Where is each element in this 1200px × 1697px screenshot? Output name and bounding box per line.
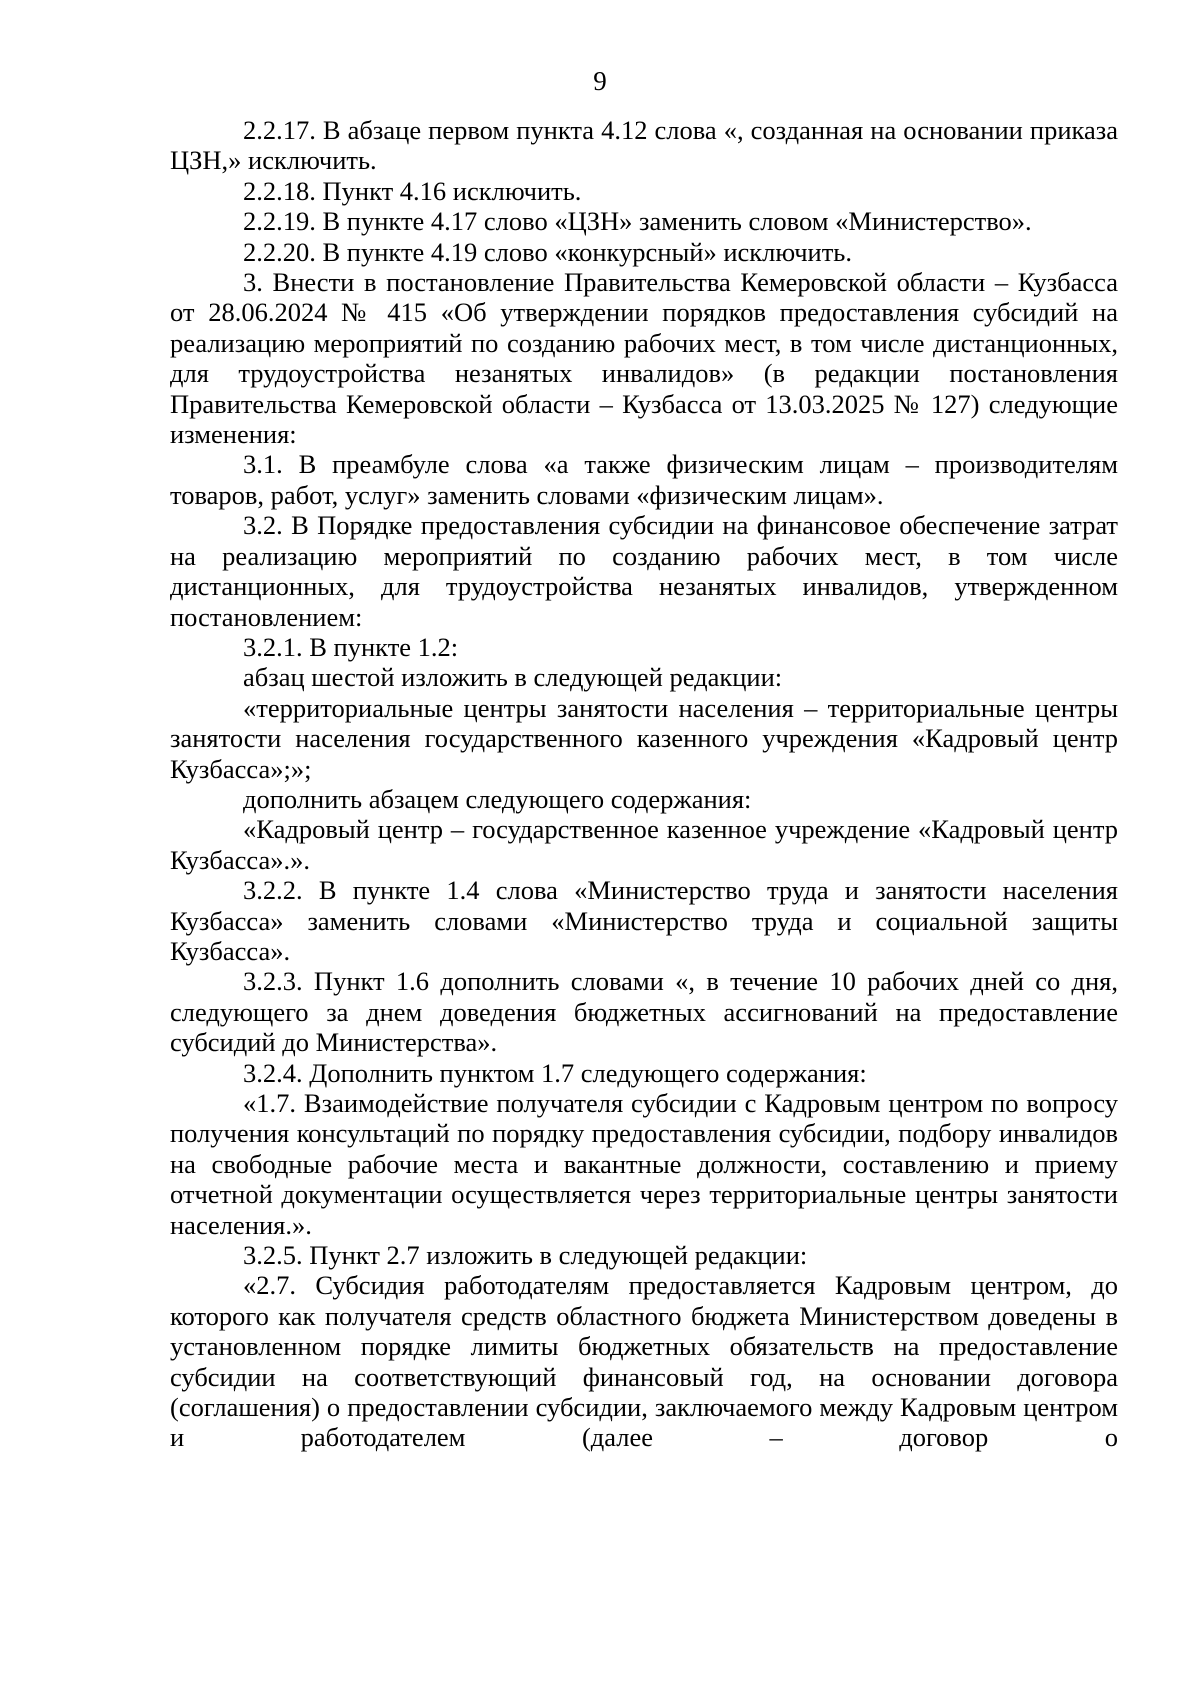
paragraph-2-2-17: 2.2.17. В абзаце первом пункта 4.12 слова «, созданная на основании приказа ЦЗН,» исключить. bbox=[170, 115, 1118, 176]
paragraph-2-7-quote: «2.7. Субсидия работодателям предоставляется Кадровым центром, до которого как получателя средств областного бюджета Министерством доведены в установленном порядке лимиты бюджетных обязательств на предоставление субсидии на соответствующий финансовый год, на основании договора (соглашения) о предоставлении субсидии, заключаемого между Кадровым центром и работодателем (далее – договор о bbox=[170, 1270, 1118, 1453]
paragraph-3-2-3: 3.2.3. Пункт 1.6 дополнить словами «, в течение 10 рабочих дней со дня, следующего за днем доведения бюджетных ассигнований на предоставление субсидий до Министерства». bbox=[170, 966, 1118, 1058]
paragraph-3: 3. Внести в постановление Правительства Кемеровской области – Кузбасса от 28.06.2024 № 415 «Об утверждении порядков предоставления субсидий на реализацию мероприятий по созданию рабочих мест, в том числе дистанционных, для трудоустройства незанятых инвалидов» (в редакции постановления Правительства Кемеровской области – Кузбасса от 13.03.2025 № 127) следующие изменения: bbox=[170, 267, 1118, 450]
paragraph-3-2-4: 3.2.4. Дополнить пунктом 1.7 следующего содержания: bbox=[243, 1057, 867, 1088]
paragraph-3-1: 3.1. В преамбуле слова «а также физическим лицам – производителям товаров, работ, услуг» заменить словами «физическим лицам». bbox=[170, 449, 1118, 510]
paragraph-2-2-19: 2.2.19. В пункте 4.17 слово «ЦЗН» заменить словом «Министерство». bbox=[243, 206, 1032, 237]
paragraph-1-7-quote: «1.7. Взаимодействие получателя субсидии с Кадровым центром по вопросу получения консультаций по порядку предоставления субсидии, подбору инвалидов на свободные рабочие места и вакантные должности, составлению и приему отчетной документации осуществляется через территориальные центры занятости населения.». bbox=[170, 1088, 1118, 1240]
paragraph-3-2-1: 3.2.1. В пункте 1.2: bbox=[243, 631, 459, 662]
paragraph-3-2-1-quote-centers: «территориальные центры занятости населения – территориальные центры занятости населения государственного казенного учреждения «Кадровый центр Кузбасса»;»; bbox=[170, 692, 1118, 784]
paragraph-3-2-1-quote-cadre: «Кадровый центр – государственное казенное учреждение «Кадровый центр Кузбасса».». bbox=[170, 814, 1118, 875]
paragraph-3-2: 3.2. В Порядке предоставления субсидии на финансовое обеспечение затрат на реализацию мероприятий по созданию рабочих мест, в том числе дистанционных, для трудоустройства незанятых инвалидов, утвержденном постановлением: bbox=[170, 510, 1118, 632]
paragraph-3-2-5: 3.2.5. Пункт 2.7 изложить в следующей редакции: bbox=[243, 1240, 808, 1271]
document-body bbox=[170, 115, 1118, 1453]
paragraph-3-2-2: 3.2.2. В пункте 1.4 слова «Министерство труда и занятости населения Кузбасса» заменить словами «Министерство труда и социальной защиты Кузбасса». bbox=[170, 875, 1118, 966]
page-number: 9 bbox=[593, 66, 607, 96]
paragraph-3-2-1-intro-add: дополнить абзацем следующего содержания: bbox=[243, 783, 752, 814]
paragraph-2-2-20: 2.2.20. В пункте 4.19 слово «конкурсный» исключить. bbox=[243, 236, 852, 267]
paragraph-2-2-18: 2.2.18. Пункт 4.16 исключить. bbox=[243, 175, 582, 206]
paragraph-3-2-1-intro-sixth: абзац шестой изложить в следующей редакции: bbox=[243, 662, 783, 693]
